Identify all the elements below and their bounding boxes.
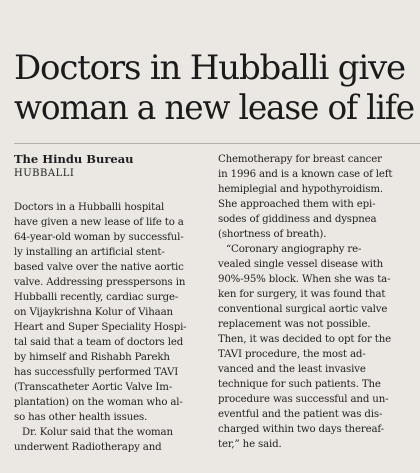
text-line: so has other health issues. (14, 412, 148, 423)
text-line: She approached them with epi- (218, 199, 376, 210)
text-line: hemiplegial and hypothyroidism. (218, 184, 383, 195)
text-line: ter,” he said. (218, 439, 282, 450)
headline (14, 48, 414, 128)
text-line: conventional surgical aortic valve (218, 304, 388, 315)
text-line: on Vijaykrishna Kolur of Vihaan (14, 307, 173, 318)
text-line: Then, it was decided to opt for the (218, 334, 391, 345)
text-line: 64-year-old woman by successful- (14, 232, 184, 243)
text-line: Hubballi recently, cardiac surge- (14, 292, 179, 303)
text-line: vanced and the least invasive (218, 364, 366, 375)
article-column-1 (14, 200, 202, 455)
article-column-2 (218, 152, 418, 452)
text-line: valve. Addressing presspersons in (14, 277, 186, 288)
text-line: replacement was not possible. (218, 319, 371, 330)
text-line: TAVI procedure, the most ad- (218, 349, 366, 360)
text-line: charged within two days thereaf- (218, 424, 384, 435)
text-line: Heart and Super Speciality Hospi- (14, 322, 187, 333)
text-line: underwent Radiotherapy and (14, 442, 162, 453)
text-line: in 1996 and is a known case of left (218, 169, 393, 180)
text-line: have given a new lease of life to a (14, 217, 184, 228)
dateline: HUBBALLI (14, 168, 75, 179)
text-line: vealed single vessel disease with (218, 259, 384, 270)
text-line: tal said that a team of doctors led (14, 337, 184, 348)
headline-line: Doctors in Hubballi give (14, 48, 405, 88)
text-line: eventful and the patient was dis- (218, 409, 383, 420)
text-line: by himself and Rishabh Parekh (14, 352, 170, 363)
text-line: technique for such patients. The (218, 379, 381, 390)
text-line: procedure was successful and un- (218, 394, 389, 405)
text-line: ken for surgery, it was found that (218, 289, 386, 300)
text-line: Doctors in a Hubballi hospital (14, 202, 165, 213)
text-line: (Transcatheter Aortic Valve Im- (14, 382, 173, 393)
text-line: “Coronary angiography re- (226, 244, 362, 255)
byline: The Hindu Bureau (14, 152, 134, 166)
text-line: plantation) on the woman who al- (14, 397, 183, 408)
text-line: sodes of giddiness and dyspnea (218, 214, 377, 225)
headline-line: woman a new lease of life (14, 88, 414, 128)
text-line: Dr. Kolur said that the woman (22, 427, 173, 438)
text-line: ly installing an artificial stent- (14, 247, 165, 258)
text-line: (shortness of breath). (218, 229, 327, 240)
text-line: 90%-95% block. When she was ta- (218, 274, 391, 285)
headline-divider (14, 143, 420, 144)
text-line: has successfully performed TAVI (14, 367, 179, 378)
text-line: Chemotherapy for breast cancer (218, 154, 382, 165)
text-line: based valve over the native aortic (14, 262, 184, 273)
